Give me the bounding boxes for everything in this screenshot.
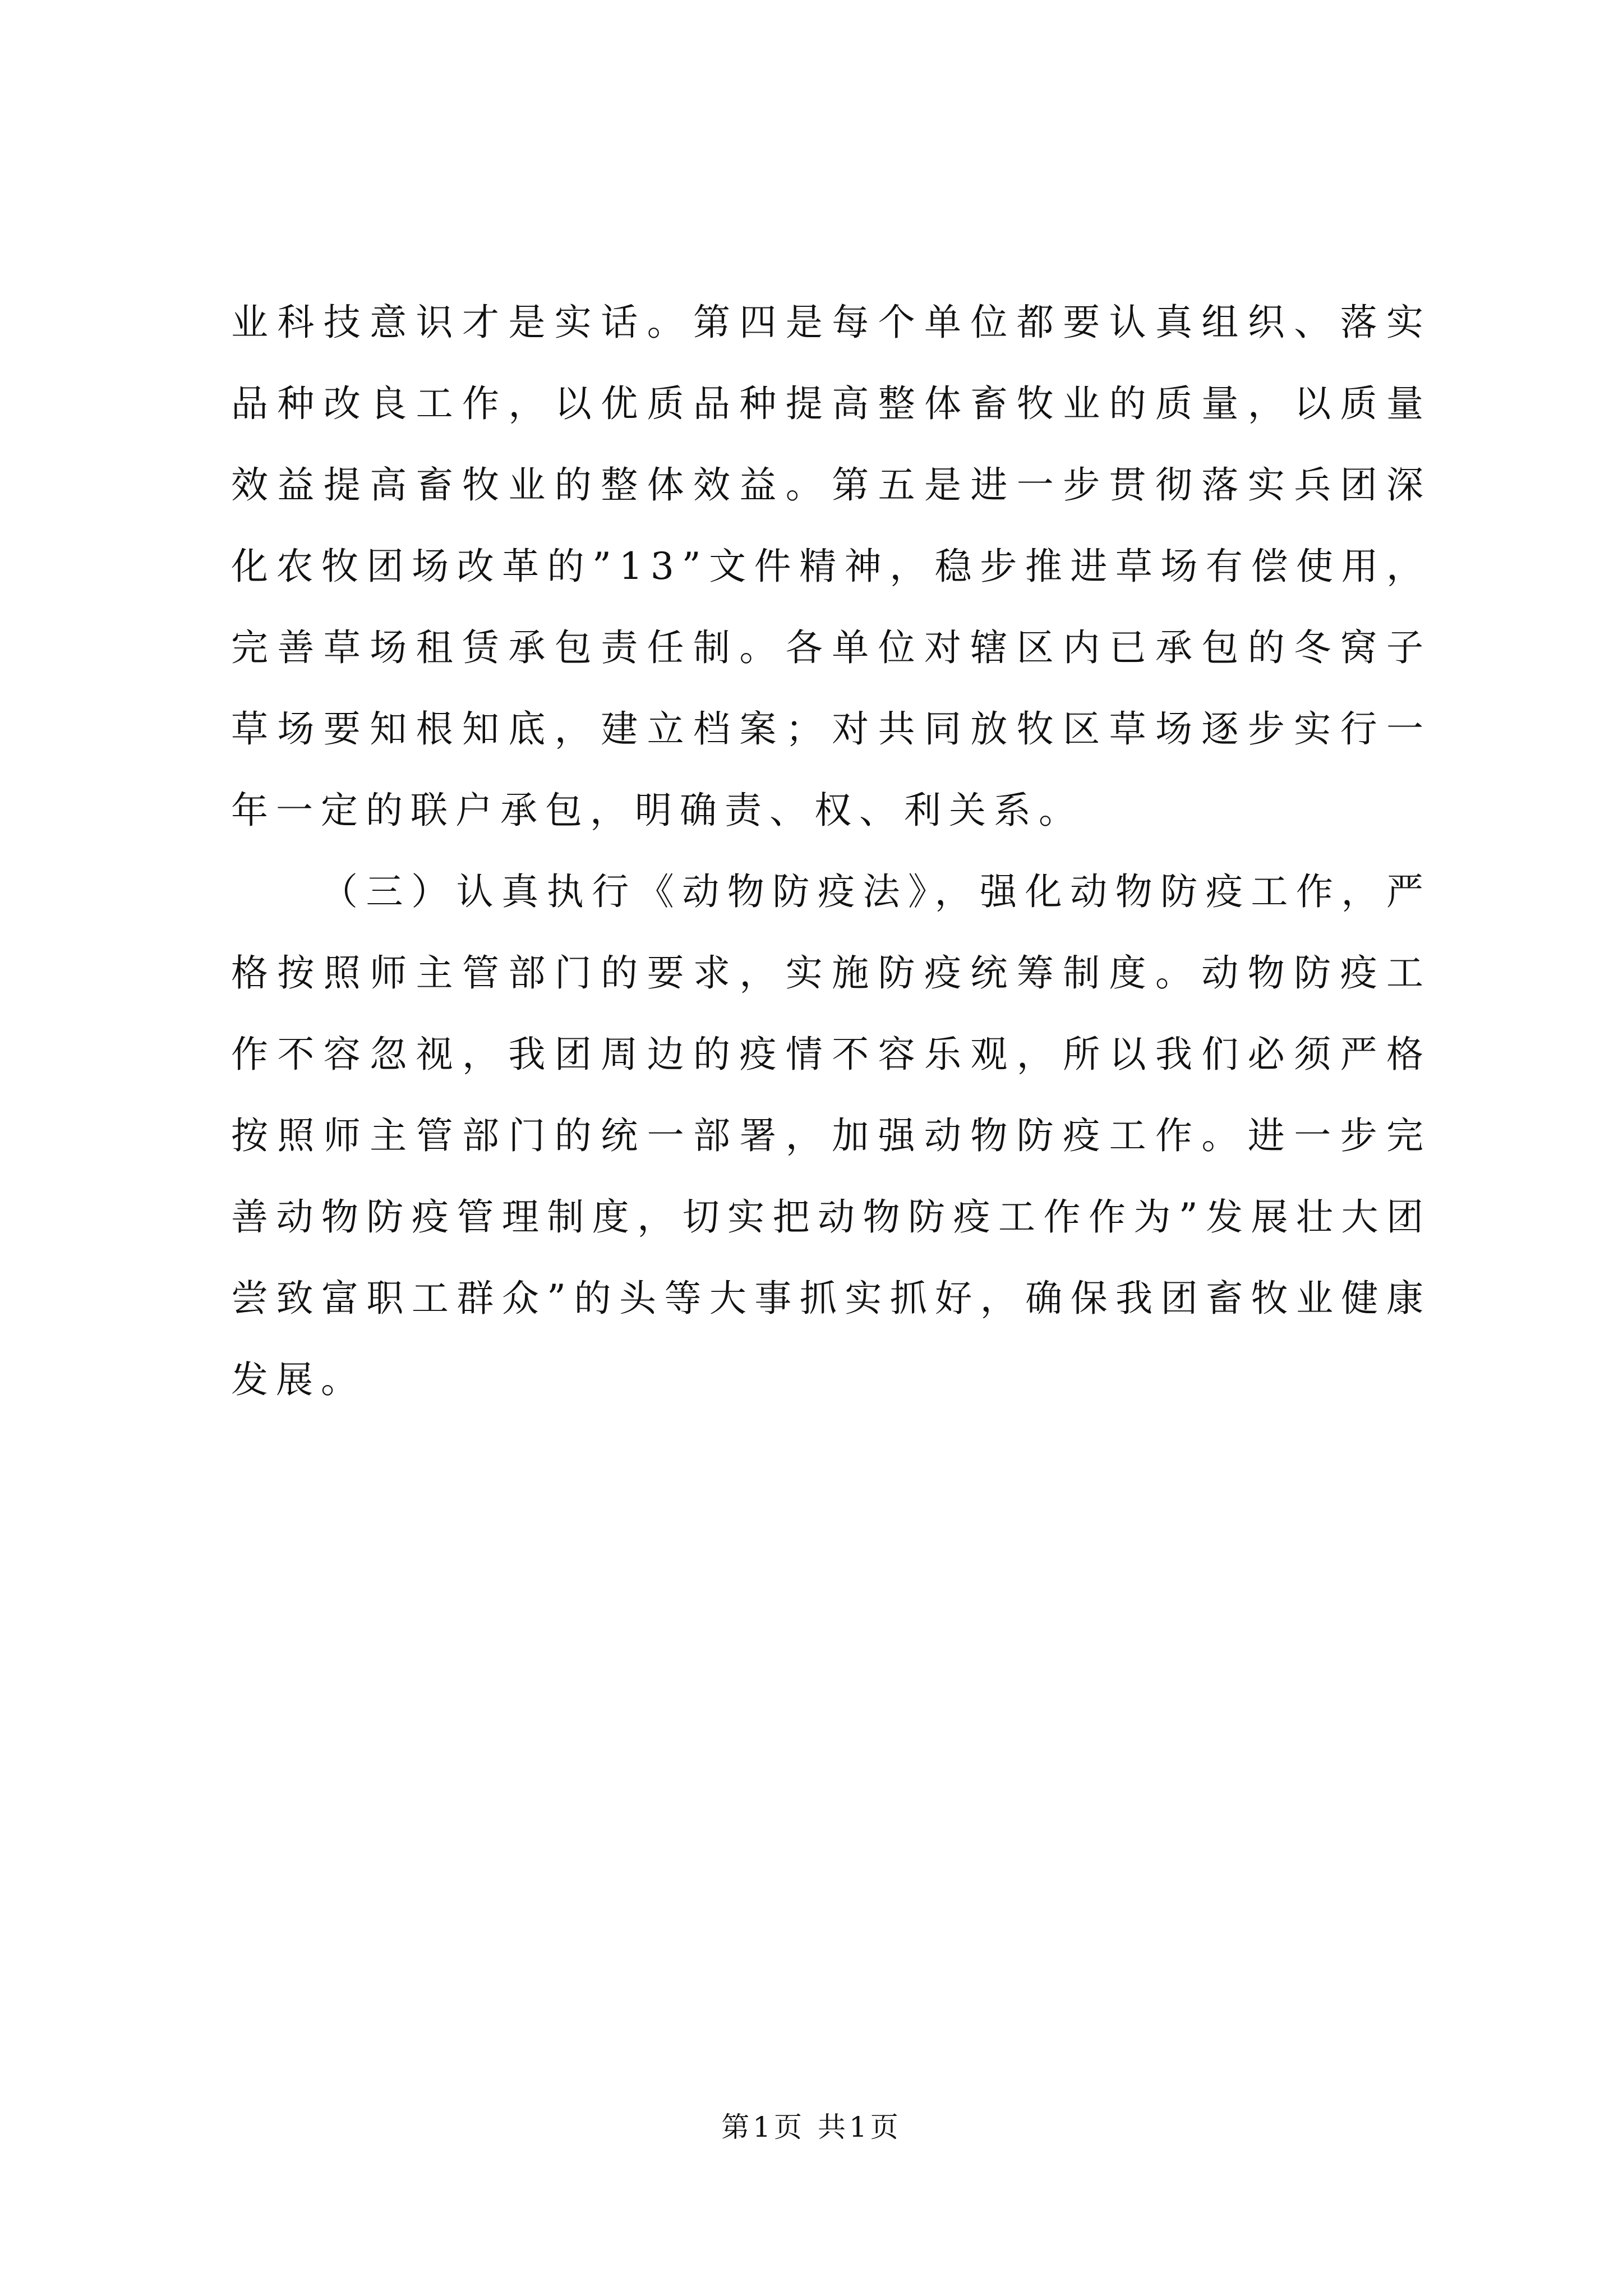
paragraph-section-three: （三）认真执行《动物防疫法》，强化动物防疫工作，严格按照师主管部门的要求，实施防疫统筹制度。动物防疫工作不容忽视，我团周边的疫情不容乐观，所以我们必须严格按照师主管部门的统一部署，加强动物防疫工作。进一步完善动物防疫管理制度，切实把动物防疫工作作为”发展壮大团尝致富职工群众”的头等大事抓实抓好，确保我团畜牧业健康发展。 [231, 870, 1431, 1401]
page-footer: 第1页 共1页 [721, 2111, 902, 2143]
document-body [231, 282, 1431, 1420]
paragraph-continuation: 业科技意识才是实话。第四是每个单位都要认真组织、落实品种改良工作，以优质品种提高整体畜牧业的质量，以质量效益提高畜牧业的整体效益。第五是进一步贯彻落实兵团深化农牧团场改革的”13”文件精神，稳步推进草场有偿使用，完善草场租赁承包责任制。各单位对辖区内已承包的冬窝子草场要知根知底，建立档案；对共同放牧区草场逐步实行一年一定的联户承包，明确责、权、利关系。 [231, 301, 1431, 832]
